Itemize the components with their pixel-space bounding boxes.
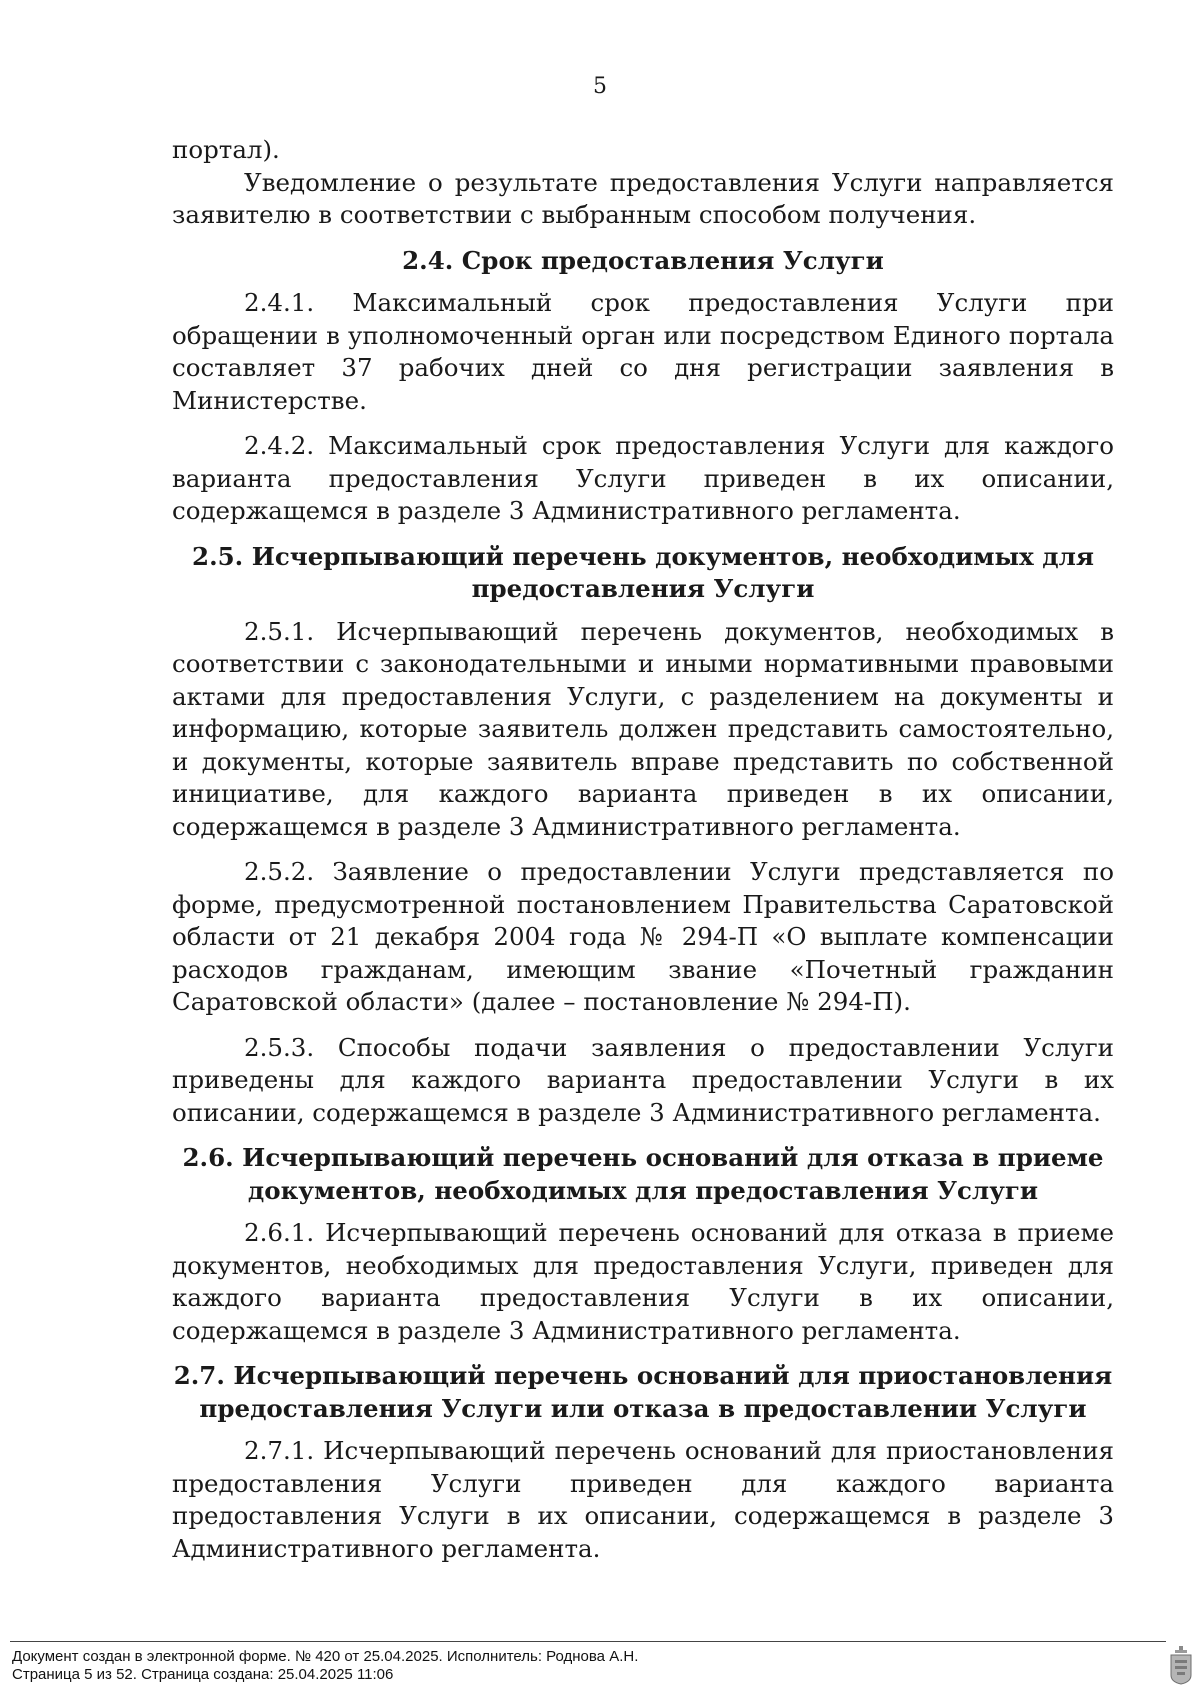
paragraph-2-5-3: 2.5.3. Способы подачи заявления о предоставлении Услуги приведены для каждого варианта предоставлении Услуги в их описании, содержащемся в разделе 3 Административного регламента. — [172, 1032, 1114, 1127]
document-body — [172, 134, 1114, 1565]
paragraph-2-4-1: 2.4.1. Максимальный срок предоставления Услуги при обращении в уполномоченный орган или посредством Единого портала составляет 37 рабочих дней со дня регистрации заявления в Министерстве. — [172, 288, 1114, 415]
footer-divider — [10, 1641, 1166, 1642]
heading-2-5-line-1: 2.5. Исчерпывающий перечень документов, необходимых для — [192, 541, 1094, 571]
paragraph-notification: Уведомление о результате предоставления Услуги направляется заявителю в соответствии с выбранным способом получения. — [172, 167, 1114, 229]
heading-2-7 — [172, 1360, 1114, 1425]
paragraph-2-7-1: 2.7.1. Исчерпывающий перечень оснований для приостановления предоставления Услуги приведен для каждого варианта предоставления Услуги в их описании, содержащемся в разделе 3 Административного регламента. — [172, 1436, 1114, 1563]
coat-of-arms-icon — [1169, 1645, 1193, 1685]
heading-2-6 — [172, 1142, 1114, 1207]
page-number: 5 — [593, 74, 607, 99]
footer-line-page: Страница 5 из 52. Страница создана: 25.04.2025 11:06 — [12, 1666, 394, 1683]
paragraph-2-4-2: 2.4.2. Максимальный срок предоставления Услуги для каждого варианта предоставления Услуги приведен в их описании, содержащемся в разделе 3 Административного регламента. — [172, 431, 1114, 525]
footer — [12, 1648, 638, 1684]
heading-2-4: 2.4. Срок предоставления Услуги — [402, 245, 884, 275]
paragraph-2-5-2: 2.5.2. Заявление о предоставлении Услуги представляется по форме, предусмотренной постановлением Правительства Саратовской области от 21 декабря 2004 года № 294-П «О выплате компенсации расходов гражданам, имеющим звание «Почетный гражданин Саратовской области» (далее – постановление № 294-П). — [172, 857, 1114, 1016]
heading-2-7-line-2: предоставления Услуги или отказа в предоставлении Услуги — [199, 1393, 1087, 1423]
heading-2-5 — [172, 541, 1114, 606]
paragraph-2-6-1: 2.6.1. Исчерпывающий перечень оснований для отказа в приеме документов, необходимых для предоставления Услуги, приведен для каждого варианта предоставления Услуги в их описании, содержащемся в разделе 3 Административного регламента. — [172, 1218, 1114, 1345]
heading-2-5-line-2: предоставления Услуги — [471, 574, 815, 603]
heading-2-6-line-2: документов, необходимых для предоставления Услуги — [247, 1175, 1039, 1205]
paragraph-2-5-1: 2.5.1. Исчерпывающий перечень документов, необходимых в соответствии с законодательными и иными нормативными правовыми актами для предоставления Услуги, с разделением на документы и информацию, которые заявитель должен представить самостоятельно, и документы, которые заявитель вправе представить по собственной инициативе, для каждого варианта приведен в их описании, содержащемся в разделе 3 Административного регламента. — [172, 616, 1114, 841]
paragraph-portal-end: портал). — [172, 135, 280, 164]
heading-2-6-line-1: 2.6. Исчерпывающий перечень оснований для отказа в приеме — [182, 1143, 1104, 1172]
heading-2-7-line-1: 2.7. Исчерпывающий перечень оснований для приостановления — [173, 1361, 1113, 1390]
footer-line-document: Документ создан в электронной форме. № 420 от 25.04.2025. Исполнитель: Роднова А.Н. — [12, 1648, 639, 1665]
